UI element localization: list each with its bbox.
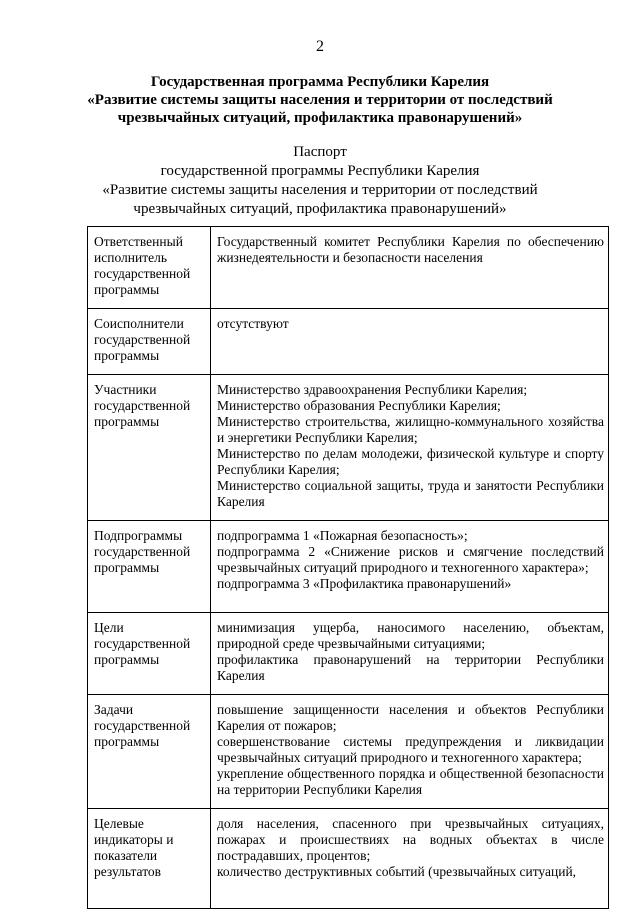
table-row [88,309,609,375]
row-item: профилактика правонарушений на территории Республики Карелия [217,652,604,683]
title-line: чрезвычайных ситуаций, профилактика правонарушений» [117,110,523,126]
row-item: укрепление общественного порядка и общественной безопасности на территории Республики Карелия [217,766,604,797]
row-label: Подпрограммы государственной программы [88,521,211,613]
passport-table [87,226,609,909]
title-line: «Развитие системы защиты населения и территории от последствий [87,92,553,108]
row-item: Государственный комитет Республики Карелия по обеспечению жизнедеятельности и безопасности населения [217,234,604,265]
row-content [211,375,609,521]
passport-line: Паспорт [293,144,347,160]
row-content [211,809,609,909]
passport-line: «Развитие системы защиты населения и территории от последствий [102,182,538,198]
row-content [211,613,609,695]
row-item: количество деструктивных событий (чрезвычайных ситуаций, [217,864,577,879]
row-item: Министерство по делам молодежи, физической культуре и спорту Республики Карелия; [217,446,604,477]
table-row [88,521,609,613]
row-item: совершенствование системы предупреждения и ликвидации чрезвычайных ситуаций природного и техногенного характера; [217,734,604,765]
row-item: Министерство социальной защиты, труда и занятости Республики Карелия [217,478,604,509]
row-item: Министерство образования Республики Карелия; [217,398,501,413]
passport-line: государственной программы Республики Карелия [160,163,480,179]
row-item: подпрограмма 3 «Профилактика правонарушений» [217,576,512,591]
row-item: Министерство здравоохранения Республики Карелия; [217,382,528,397]
row-item: минимизация ущерба, наносимого населению, объектам, природной среде чрезвычайными ситуациями; [217,620,604,651]
row-item: отсутствуют [217,316,289,331]
row-label: Ответственный исполнитель государственной программы [88,227,211,309]
row-label: Целевые индикаторы и показатели результатов [88,809,211,909]
row-item: подпрограмма 1 «Пожарная безопасность»; [217,528,468,543]
table-row [88,613,609,695]
passport-line: чрезвычайных ситуаций, профилактика правонарушений» [133,201,507,217]
row-item: Министерство строительства, жилищно-коммунального хозяйства и энергетики Республики Карелия; [217,414,604,445]
row-content [211,695,609,809]
passport-heading [60,143,580,219]
table-row [88,695,609,809]
table-row [88,809,609,909]
page-number: 2 [316,38,324,55]
row-label: Задачи государственной программы [88,695,211,809]
table-row [88,227,609,309]
row-content [211,309,609,375]
row-label: Цели государственной программы [88,613,211,695]
row-item: подпрограмма 2 «Снижение рисков и смягчение последствий чрезвычайных ситуаций природного и техногенного характера»; [217,544,604,575]
row-content [211,521,609,613]
row-content [211,227,609,309]
row-item: повышение защищенности населения и объектов Республики Карелия от пожаров; [217,702,604,733]
row-label: Участники государственной программы [88,375,211,521]
row-item: доля населения, спасенного при чрезвычайных ситуациях, пожарах и происшествиях на водных объектах в числе пострадавших, процентов; [217,816,604,863]
table-row [88,375,609,521]
row-label: Соисполнители государственной программы [88,309,211,375]
document-title [60,73,580,127]
title-line: Государственная программа Республики Карелия [150,74,490,90]
